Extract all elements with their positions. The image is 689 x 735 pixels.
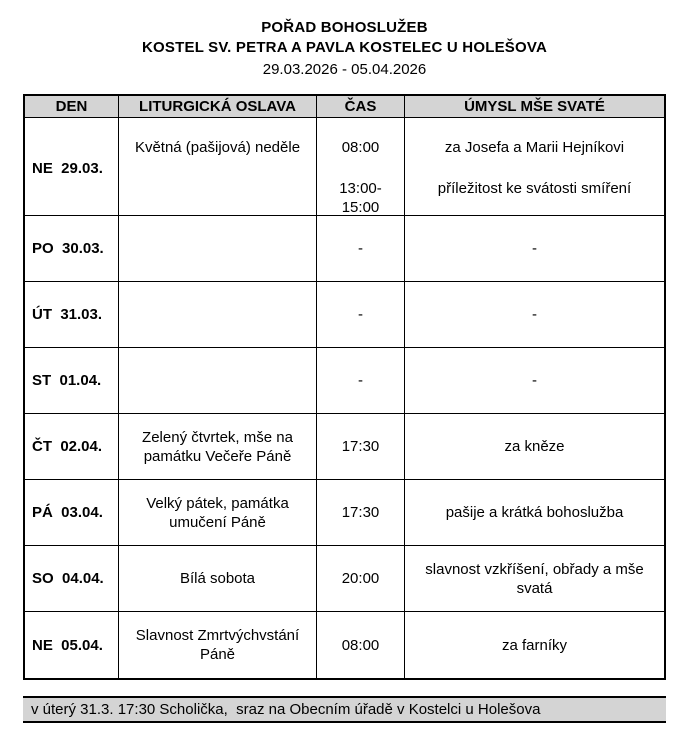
column-header-day: DEN (25, 96, 119, 117)
table-row (25, 546, 664, 612)
time-cell: 08:00 (317, 612, 405, 678)
intention-entry: příležitost ke svátosti smíření (437, 180, 632, 197)
celebration-cell: Slavnost Zmrtvýchvstání Páně (119, 612, 317, 678)
table-row (25, 612, 664, 678)
intention-entry: za Josefa a Marii Hejníkovi (444, 139, 625, 156)
day-cell: ST 01.04. (25, 348, 119, 413)
table-row (25, 118, 664, 216)
table-header-row (25, 96, 664, 118)
day-cell: SO 04.04. (25, 546, 119, 611)
day-cell: NE 05.04. (25, 612, 119, 678)
table-row (25, 216, 664, 282)
intention-cell: slavnost vzkříšení, obřady a mše svatá (425, 560, 644, 597)
intention-cell: - (532, 306, 537, 323)
intention-cell: za kněze (504, 438, 565, 455)
celebration-cell (119, 348, 317, 413)
table-row (25, 348, 664, 414)
page-title: POŘAD BOHOSLUŽEB (261, 19, 428, 36)
time-cell: 20:00 (317, 546, 405, 611)
column-header-intention: ÚMYSL MŠE SVATÉ (405, 96, 664, 117)
intention-cell: - (532, 240, 537, 257)
celebration-cell (119, 216, 317, 281)
time-cell: 17:30 (317, 480, 405, 545)
celebration-cell: Bílá sobota (119, 546, 317, 611)
day-cell: PÁ 03.04. (25, 480, 119, 545)
intention-cell (405, 118, 664, 219)
celebration-text: Květná (pašijová) neděle (134, 139, 301, 156)
intention-cell: pašije a krátká bohoslužba (445, 504, 624, 521)
column-header-celebration: LITURGICKÁ OSLAVA (119, 96, 317, 117)
time-cell: - (317, 348, 405, 413)
title-block (0, 0, 689, 80)
time-cell: 17:30 (317, 414, 405, 479)
footer-note: v úterý 31.3. 17:30 Scholička, sraz na Obecním úřadě v Kostelci u Holešova (23, 696, 666, 723)
time-entry: 08:00 (341, 139, 380, 156)
column-header-time: ČAS (317, 96, 405, 117)
time-cell: - (317, 282, 405, 347)
table-row (25, 414, 664, 480)
celebration-cell: Velký pátek, památka umučení Páně (119, 480, 317, 545)
day-cell: PO 30.03. (25, 216, 119, 281)
table-row (25, 282, 664, 348)
time-entry: 13:00-15:00 (339, 180, 382, 216)
day-cell: ČT 02.04. (25, 414, 119, 479)
date-range: 29.03.2026 - 05.04.2026 (262, 61, 427, 78)
day-cell: ÚT 31.03. (25, 282, 119, 347)
celebration-cell (119, 118, 317, 219)
day-cell: NE 29.03. (25, 118, 119, 219)
time-cell (317, 118, 405, 219)
page-subtitle: KOSTEL SV. PETRA A PAVLA KOSTELEC U HOLEŠOVA (142, 39, 547, 56)
intention-cell: - (532, 372, 537, 389)
celebration-cell (119, 282, 317, 347)
table-row (25, 480, 664, 546)
schedule-table (23, 94, 666, 680)
intention-cell: za farníky (501, 636, 568, 654)
time-cell: - (317, 216, 405, 281)
celebration-cell: Zelený čtvrtek, mše na památku Večeře Páně (119, 414, 317, 479)
